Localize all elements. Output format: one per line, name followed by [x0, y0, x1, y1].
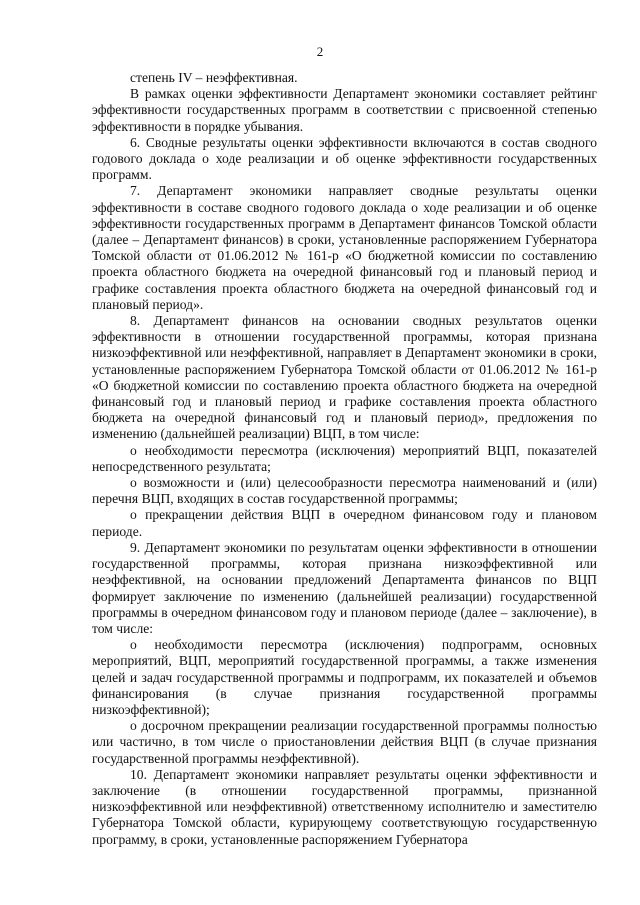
list-item: о прекращении действия ВЦП в очередном финансовом году и плановом периоде. [92, 507, 597, 539]
list-item: о возможности и (или) целесообразности пересмотра наименований и (или) перечня ВЦП, входящих в состав государственной программы; [92, 475, 597, 507]
paragraph: 6. Сводные результаты оценки эффективности включаются в состав сводного годового доклада о ходе реализации и об оценке эффективности государственных программ. [92, 134, 597, 183]
list-item: о необходимости пересмотра (исключения) подпрограмм, основных мероприятий, ВЦП, мероприятий государственной программы, а также изменения целей и задач государственной программы и подпрограмм, их показателей и объемов финансирования (в случае признания государственной программы низкоэффективной); [92, 637, 597, 717]
paragraph: степень IV – неэффективная. [130, 70, 298, 85]
paragraph: В рамках оценки эффективности Департамент экономики составляет рейтинг эффективности государственных программ в соответствии с присвоенной степенью эффективности в порядке убывания. [92, 86, 597, 134]
list-item: о необходимости пересмотра (исключения) мероприятий ВЦП, показателей непосредственного результата; [92, 442, 597, 474]
paragraph: 10. Департамент экономики направляет результаты оценки эффективности и заключение (в отношении государственной программы, признанной низкоэффективной или неэффективной) ответственному исполнителю и заместителю Губернатора Томской области, курирующему соответствующую государственную программу, в сроки, установленные распоряжением Губернатора [92, 766, 597, 847]
page-number: 2 [316, 44, 324, 59]
list-item: о досрочном прекращении реализации государственной программы полностью или частично, в том числе о приостановлении действия ВЦП (в случае признания государственной программы неэффективной). [92, 718, 597, 766]
paragraph: 8. Департамент финансов на основании сводных результатов оценки эффективности в отношении государственной программы, которая признана низкоэффективной или неэффективной, направляет в Департамент экономики в сроки, установленные распоряжением Губернатора Томской области от 01.06.2012 № 161-р «О бюджетной комиссии по составлению проекта областного бюджета на очередной финансовый год и плановый период и графике составления проекта областного бюджета на очередной финансовый год и плановый период», предложения по изменению (дальнейшей реализации) ВЦП, в том числе: [92, 313, 597, 442]
paragraph: 9. Департамент экономики по результатам оценки эффективности в отношении государственной программы, которая признана низкоэффективной или неэффективной, на основании предложений Департамента финансов по ВЦП формирует заключение по изменению (дальнейшей реализации) государственной программы в очередном финансовом году и плановом периоде (далее – заключение), в том числе: [92, 539, 597, 636]
paragraph: 7. Департамент экономики направляет сводные результаты оценки эффективности в составе сводного годового доклада о ходе реализации и об оценке эффективности государственных программ в Департамент финансов Томской области (далее – Департамент финансов) в сроки, установленные распоряжением Губернатора Томской области от 01.06.2012 № 161-р «О бюджетной комиссии по составлению проекта областного бюджета на очередной финансовый год и плановый период и графике составления проекта областного бюджета на очередной финансовый год и плановый период». [92, 183, 597, 312]
document-body [92, 70, 597, 848]
